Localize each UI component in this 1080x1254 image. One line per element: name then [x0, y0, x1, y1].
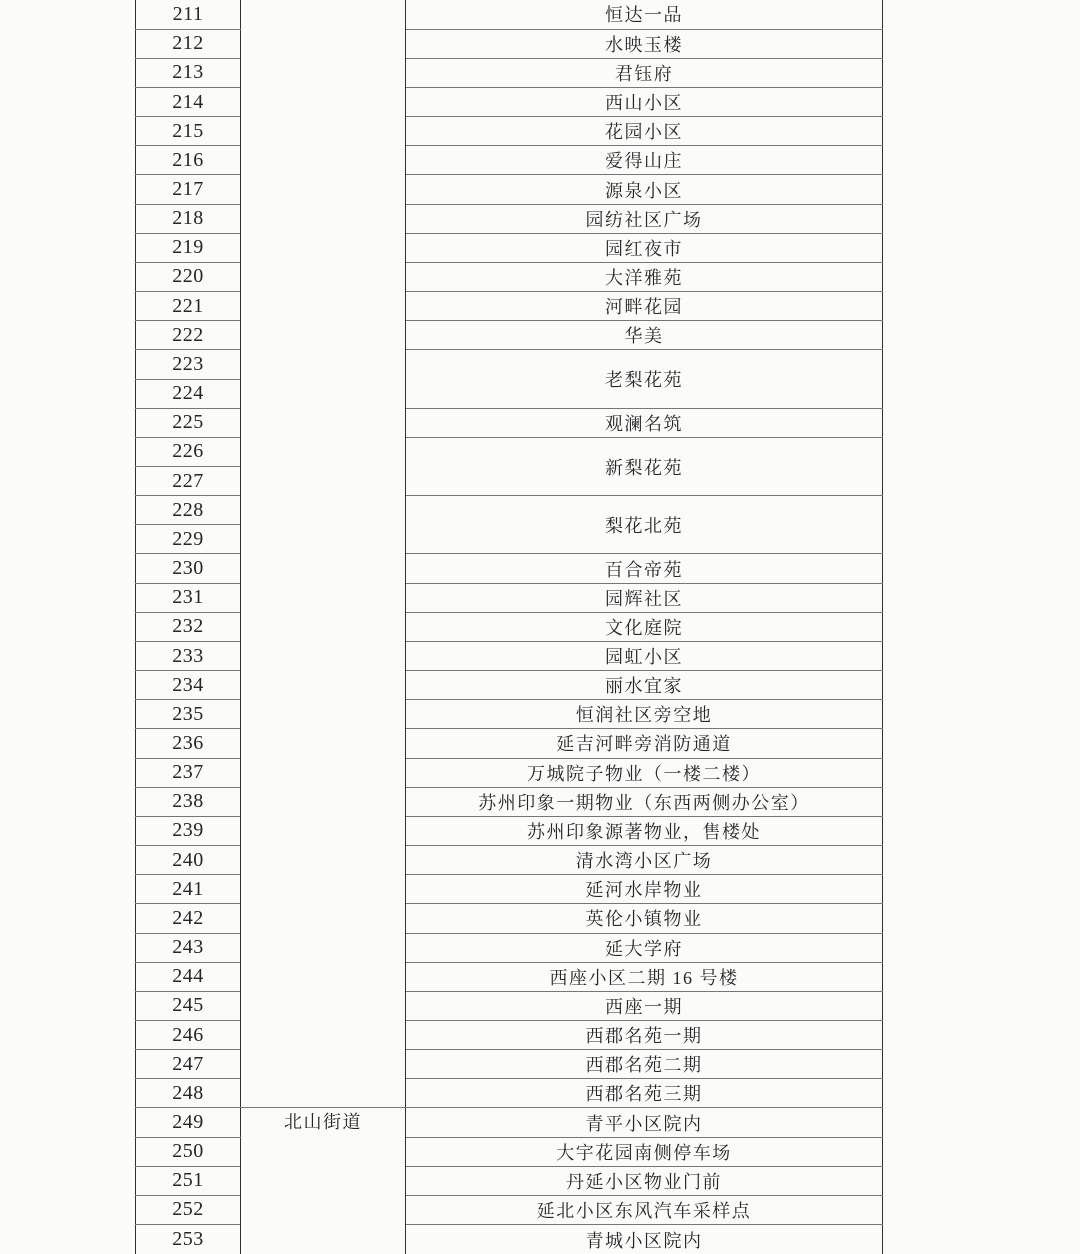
row-number-cell: 252	[136, 1195, 241, 1224]
site-name-cell: 青平小区院内	[406, 1108, 883, 1137]
row-number-cell: 248	[136, 1079, 241, 1108]
row-number-cell: 246	[136, 1020, 241, 1049]
site-name-cell: 爱得山庄	[406, 146, 883, 175]
row-number-cell: 211	[136, 0, 241, 29]
row-number-cell: 245	[136, 991, 241, 1020]
row-number-cell: 216	[136, 146, 241, 175]
row-number-cell: 217	[136, 175, 241, 204]
site-name-cell: 苏州印象源著物业，售楼处	[406, 816, 883, 845]
site-name-cell: 苏州印象一期物业（东西两侧办公室）	[406, 787, 883, 816]
site-name-cell: 老梨花苑	[406, 350, 883, 408]
site-name-cell: 源泉小区	[406, 175, 883, 204]
row-number-cell: 222	[136, 321, 241, 350]
row-number-cell: 225	[136, 408, 241, 437]
row-number-cell: 239	[136, 816, 241, 845]
row-number-cell: 214	[136, 87, 241, 116]
row-number-cell: 226	[136, 437, 241, 466]
site-name-cell: 花园小区	[406, 117, 883, 146]
row-number-cell: 253	[136, 1225, 241, 1254]
row-number-cell: 238	[136, 787, 241, 816]
row-number-cell: 237	[136, 758, 241, 787]
site-name-cell: 园辉社区	[406, 583, 883, 612]
row-number-cell: 249	[136, 1108, 241, 1137]
site-name-cell: 梨花北苑	[406, 496, 883, 554]
site-name-cell: 新梨花苑	[406, 437, 883, 495]
site-name-cell: 百合帝苑	[406, 554, 883, 583]
row-number-cell: 233	[136, 641, 241, 670]
row-number-cell: 231	[136, 583, 241, 612]
row-number-cell: 220	[136, 262, 241, 291]
site-name-cell: 恒润社区旁空地	[406, 700, 883, 729]
row-number-cell: 241	[136, 875, 241, 904]
site-name-cell: 丹延小区物业门前	[406, 1166, 883, 1195]
site-name-cell: 大洋雅苑	[406, 262, 883, 291]
sampling-points-table	[135, 0, 883, 1254]
row-number-cell: 218	[136, 204, 241, 233]
site-name-cell: 华美	[406, 321, 883, 350]
site-name-cell: 恒达一品	[406, 0, 883, 29]
site-name-cell: 君钰府	[406, 58, 883, 87]
site-name-cell: 万城院子物业（一楼二楼）	[406, 758, 883, 787]
row-number-cell: 227	[136, 467, 241, 496]
table-row	[136, 1108, 883, 1137]
row-number-cell: 251	[136, 1166, 241, 1195]
row-number-cell: 221	[136, 292, 241, 321]
site-name-cell: 园虹小区	[406, 641, 883, 670]
row-number-cell: 224	[136, 379, 241, 408]
row-number-cell: 230	[136, 554, 241, 583]
site-name-cell: 观澜名筑	[406, 408, 883, 437]
site-name-cell: 西郡名苑三期	[406, 1079, 883, 1108]
street-name-cell: 北山街道	[241, 1108, 406, 1254]
site-name-cell: 青城小区院内	[406, 1225, 883, 1254]
row-number-cell: 213	[136, 58, 241, 87]
site-name-cell: 园红夜市	[406, 233, 883, 262]
row-number-cell: 250	[136, 1137, 241, 1166]
row-number-cell: 247	[136, 1050, 241, 1079]
street-empty-cell	[241, 0, 406, 1108]
row-number-cell: 223	[136, 350, 241, 379]
row-number-cell: 228	[136, 496, 241, 525]
row-number-cell: 235	[136, 700, 241, 729]
site-name-cell: 河畔花园	[406, 292, 883, 321]
site-name-cell: 西郡名苑二期	[406, 1050, 883, 1079]
site-name-cell: 大宇花园南侧停车场	[406, 1137, 883, 1166]
table-row	[136, 0, 883, 29]
row-number-cell: 212	[136, 29, 241, 58]
row-number-cell: 240	[136, 846, 241, 875]
site-name-cell: 水映玉楼	[406, 29, 883, 58]
row-number-cell: 242	[136, 904, 241, 933]
site-name-cell: 西座小区二期 16 号楼	[406, 962, 883, 991]
row-number-cell: 215	[136, 117, 241, 146]
site-name-cell: 西山小区	[406, 87, 883, 116]
site-name-cell: 延大学府	[406, 933, 883, 962]
site-name-cell: 延河水岸物业	[406, 875, 883, 904]
sampling-points-table-body	[136, 0, 883, 1254]
row-number-cell: 243	[136, 933, 241, 962]
row-number-cell: 229	[136, 525, 241, 554]
site-name-cell: 延吉河畔旁消防通道	[406, 729, 883, 758]
site-name-cell: 英伦小镇物业	[406, 904, 883, 933]
row-number-cell: 234	[136, 671, 241, 700]
row-number-cell: 236	[136, 729, 241, 758]
row-number-cell: 244	[136, 962, 241, 991]
site-name-cell: 西座一期	[406, 991, 883, 1020]
site-name-cell: 延北小区东风汽车采样点	[406, 1195, 883, 1224]
site-name-cell: 丽水宜家	[406, 671, 883, 700]
site-name-cell: 西郡名苑一期	[406, 1020, 883, 1049]
row-number-cell: 219	[136, 233, 241, 262]
site-name-cell: 文化庭院	[406, 612, 883, 641]
site-name-cell: 园纺社区广场	[406, 204, 883, 233]
site-name-cell: 清水湾小区广场	[406, 846, 883, 875]
row-number-cell: 232	[136, 612, 241, 641]
